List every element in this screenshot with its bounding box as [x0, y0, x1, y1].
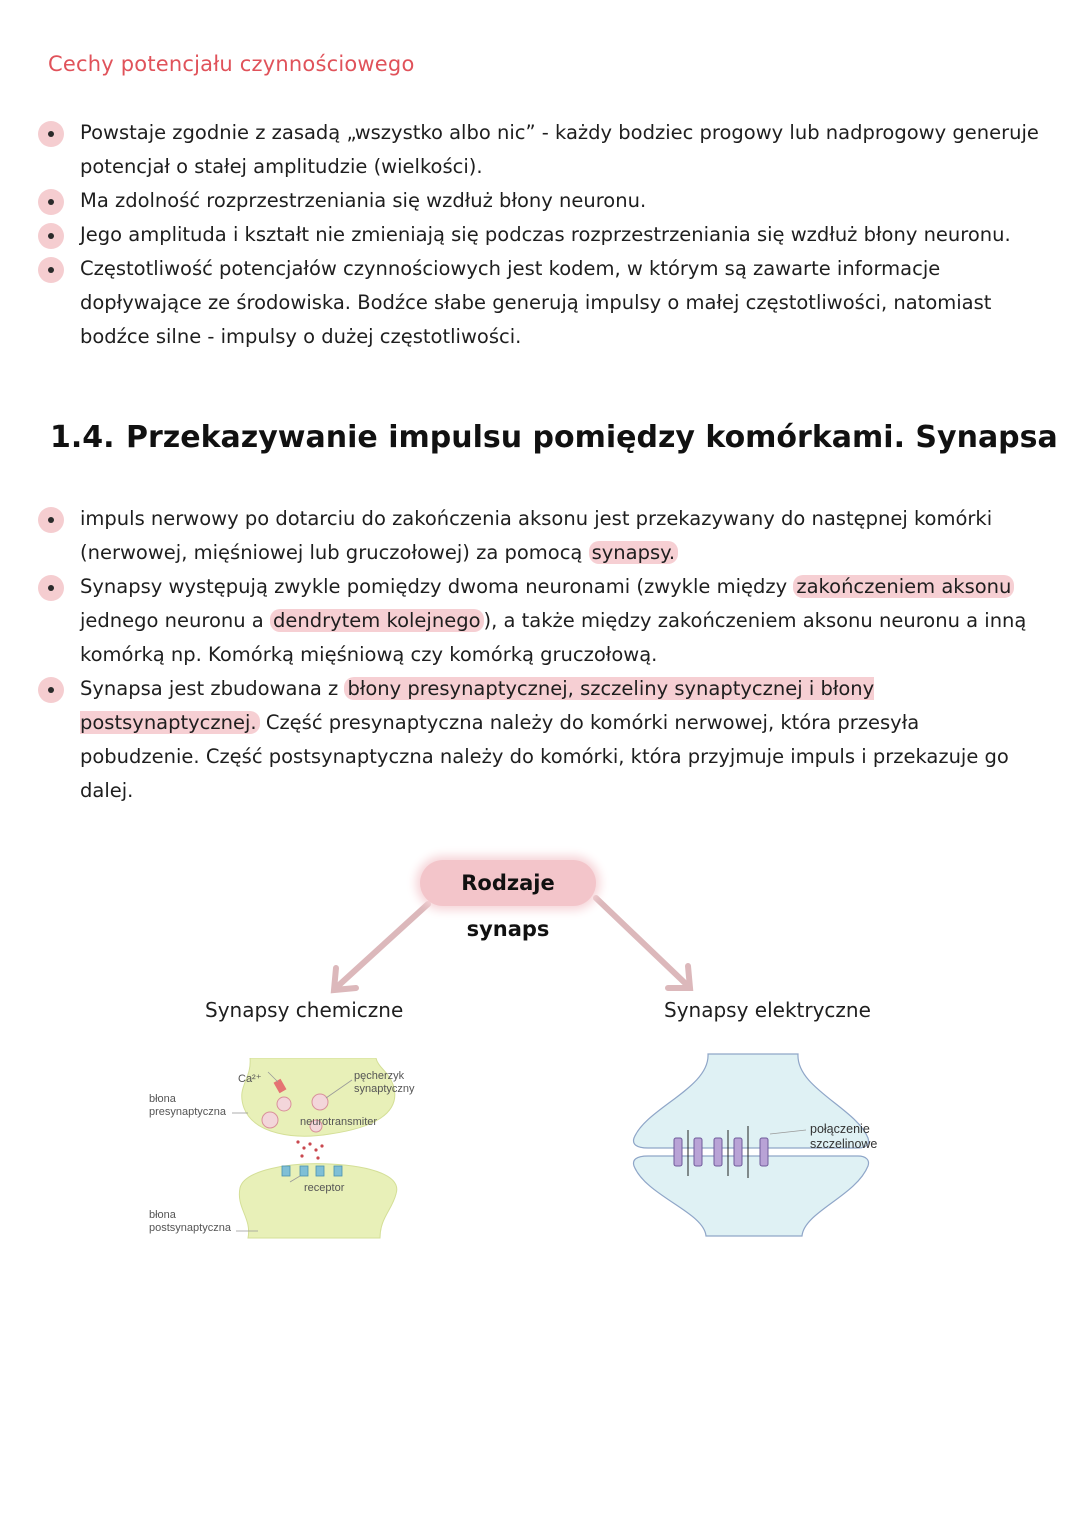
gap-channel — [694, 1138, 702, 1166]
label-ca: Ca²⁺ — [238, 1073, 262, 1085]
receptor — [316, 1166, 324, 1176]
list-item: Częstotliwość potencjałów czynnościowych jest kodem, w którym są zawarte informacje dopływające ze środowiska. Bodźce słabe generują impulsy o małej częstotliwości, natomiast bodźce silne - impulsy o dużej częstotliwości. — [0, 252, 1080, 354]
highlight: dendrytem kolejnego — [270, 609, 484, 632]
list-item: Powstaje zgodnie z zasadą „wszystko albo nic” - każdy bodziec progowy lub nadprogowy generuje potencjał o stałej amplitudzie (wielkości). — [0, 116, 1080, 184]
label-vesicle-1: pęcherzyk — [354, 1070, 405, 1082]
gap-channel — [714, 1138, 722, 1166]
types-title: Rodzaje synaps — [420, 860, 596, 906]
label-vesicle-2: synaptyczny — [354, 1083, 415, 1095]
highlight: zakończeniem aksonu — [793, 575, 1014, 598]
label-receptor: receptor — [304, 1182, 345, 1194]
transmitter-dot — [300, 1154, 303, 1157]
transmitter-dot — [316, 1156, 319, 1159]
label-post-1: błona — [149, 1209, 176, 1221]
highlight: błony presynaptycznej, szczeliny synaptycznej i błony postsynaptycznej. — [80, 677, 875, 734]
gap-channel — [734, 1138, 742, 1166]
transmitter-dot — [308, 1142, 311, 1145]
highlight: synapsy. — [589, 541, 679, 564]
label-electrical: Synapsy elektryczne — [664, 998, 871, 1022]
label-gap-2: szczelinowe — [810, 1137, 878, 1151]
list-item: Synapsy występują zwykle pomiędzy dwoma neuronami (zwykle między zakończeniem aksonu jednego neuronu a dendrytem kolejnego ), a także między zakończeniem aksonu neuronu a inną komórką np. Komórką mięśniową czy komórką gruczołową. — [0, 570, 1080, 672]
list-item: impuls nerwowy po dotarciu do zakończenia aksonu jest przekazywany do następnej komórki (nerwowej, mięśniowej lub gruczołowej) za pomocą synapsy. — [0, 502, 1080, 570]
section-number: 1.4. — [50, 420, 115, 455]
receptor — [300, 1166, 308, 1176]
transmitter-dot — [296, 1140, 299, 1143]
label-pre-1: błona — [149, 1093, 176, 1105]
lower-cell — [634, 1156, 869, 1236]
label-pre-2: presynaptyczna — [149, 1106, 227, 1118]
list-item: Ma zdolność rozprzestrzeniania się wzdłuż błony neuronu. — [0, 184, 1080, 218]
vesicle — [262, 1112, 278, 1128]
receptor — [334, 1166, 342, 1176]
heading-features: Cechy potencjału czynnościowego — [48, 52, 415, 76]
arrow-right — [596, 898, 686, 984]
label-chemical: Synapsy chemiczne — [205, 998, 404, 1022]
arrow-left — [338, 904, 428, 986]
transmitter-dot — [314, 1148, 317, 1151]
transmitter-dot — [320, 1144, 323, 1147]
label-post-2: postsynaptyczna — [149, 1222, 231, 1234]
list-item: Jego amplituda i kształt nie zmieniają się podczas rozprzestrzeniania się wzdłuż błony neuronu. — [0, 218, 1080, 252]
gap-channel — [760, 1138, 768, 1166]
vesicle — [277, 1097, 291, 1111]
label-neurotransmitter: neurotransmiter — [300, 1116, 378, 1128]
transmitter-dot — [302, 1146, 305, 1149]
vesicle — [312, 1094, 328, 1110]
receptor — [282, 1166, 290, 1176]
gap-channel — [674, 1138, 682, 1166]
label-gap-1: połączenie — [810, 1122, 870, 1136]
section-heading: Przekazywanie impulsu pomiędzy komórkami. Synapsa — [126, 420, 1058, 455]
list-item: Synapsa jest zbudowana z błony presynaptycznej, szczeliny synaptycznej i błony postsynaptycznej. Część presynaptyczna należy do komórki nerwowej, która przesyła pobudzenie. Część postsynaptyczna należy do komórki, która przyjmuje impuls i przekazuje go dalej. — [0, 672, 1080, 808]
